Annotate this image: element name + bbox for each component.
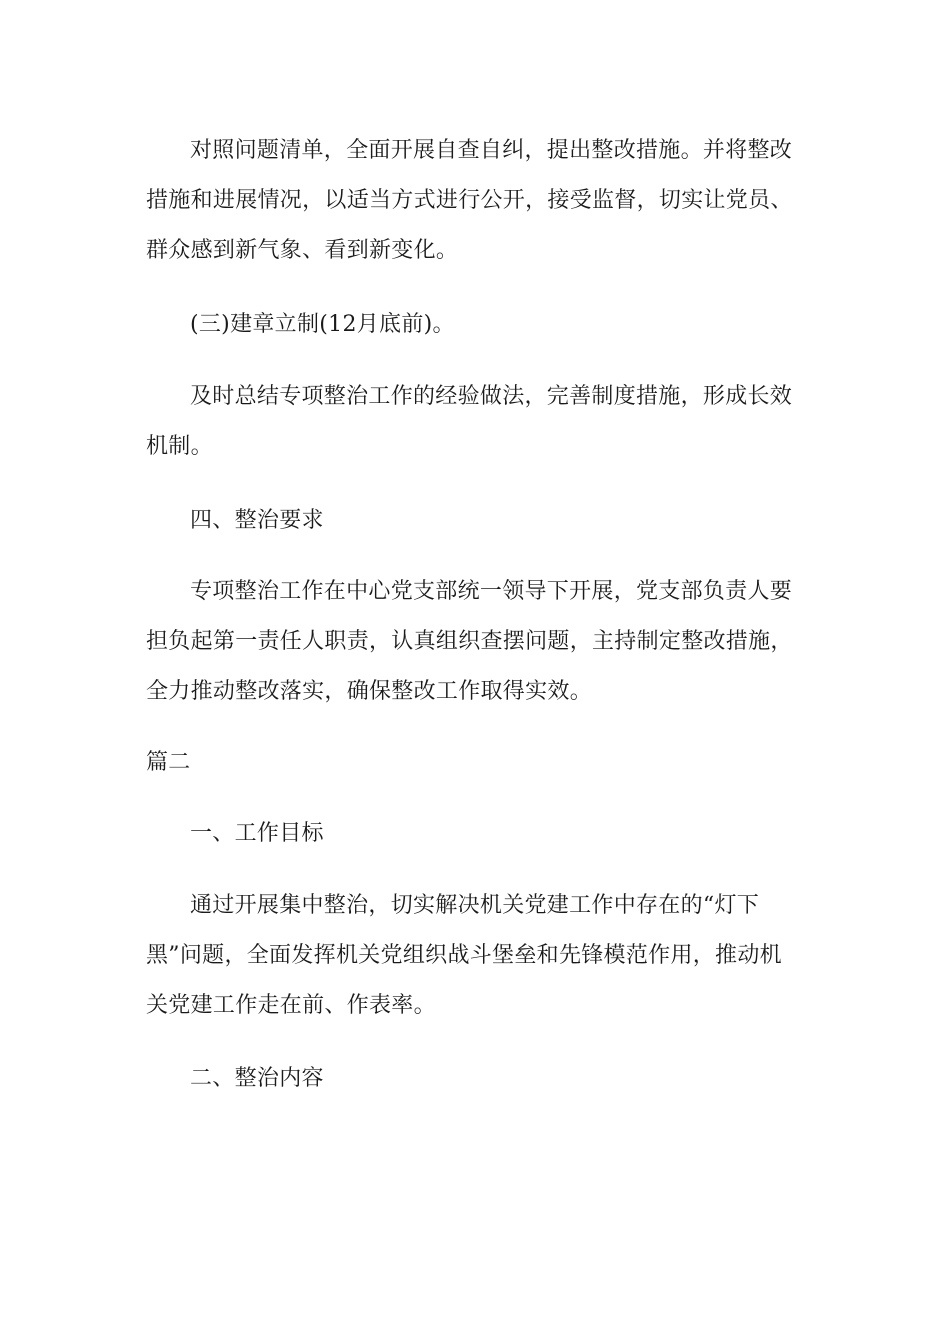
paragraph-line: 黑”问题，全面发挥机关党组织战斗堡垒和先锋模范作用，推动机	[146, 943, 782, 968]
paragraph-line: 担负起第一责任人职责，认真组织查摆问题，主持制定整改措施，	[146, 629, 793, 654]
paragraph-line: 及时总结专项整治工作的经验做法，完善制度措施，形成长效	[190, 384, 793, 409]
section-heading: 一、工作目标	[190, 821, 324, 846]
paragraph-line: 群众感到新气象、看到新变化。	[146, 238, 459, 263]
paragraph-line: 关党建工作走在前、作表率。	[146, 993, 436, 1018]
section-heading: (三)建章立制(12月底前)。	[190, 312, 455, 337]
section-heading: 四、整治要求	[190, 508, 324, 533]
paragraph-line: 通过开展集中整治，切实解决机关党建工作中存在的“灯下	[190, 893, 760, 918]
section-heading: 二、整治内容	[190, 1066, 324, 1091]
paragraph-line: 对照问题清单，全面开展自查自纠，提出整改措施。并将整改	[190, 138, 793, 163]
paragraph-line: 全力推动整改落实，确保整改工作取得实效。	[146, 679, 593, 704]
paragraph-line: 机制。	[146, 434, 213, 459]
paragraph-line: 措施和进展情况，以适当方式进行公开，接受监督，切实让党员、	[146, 188, 793, 213]
paragraph-line: 专项整治工作在中心党支部统一领导下开展，党支部负责人要	[190, 579, 793, 604]
part-heading: 篇二	[146, 750, 191, 775]
